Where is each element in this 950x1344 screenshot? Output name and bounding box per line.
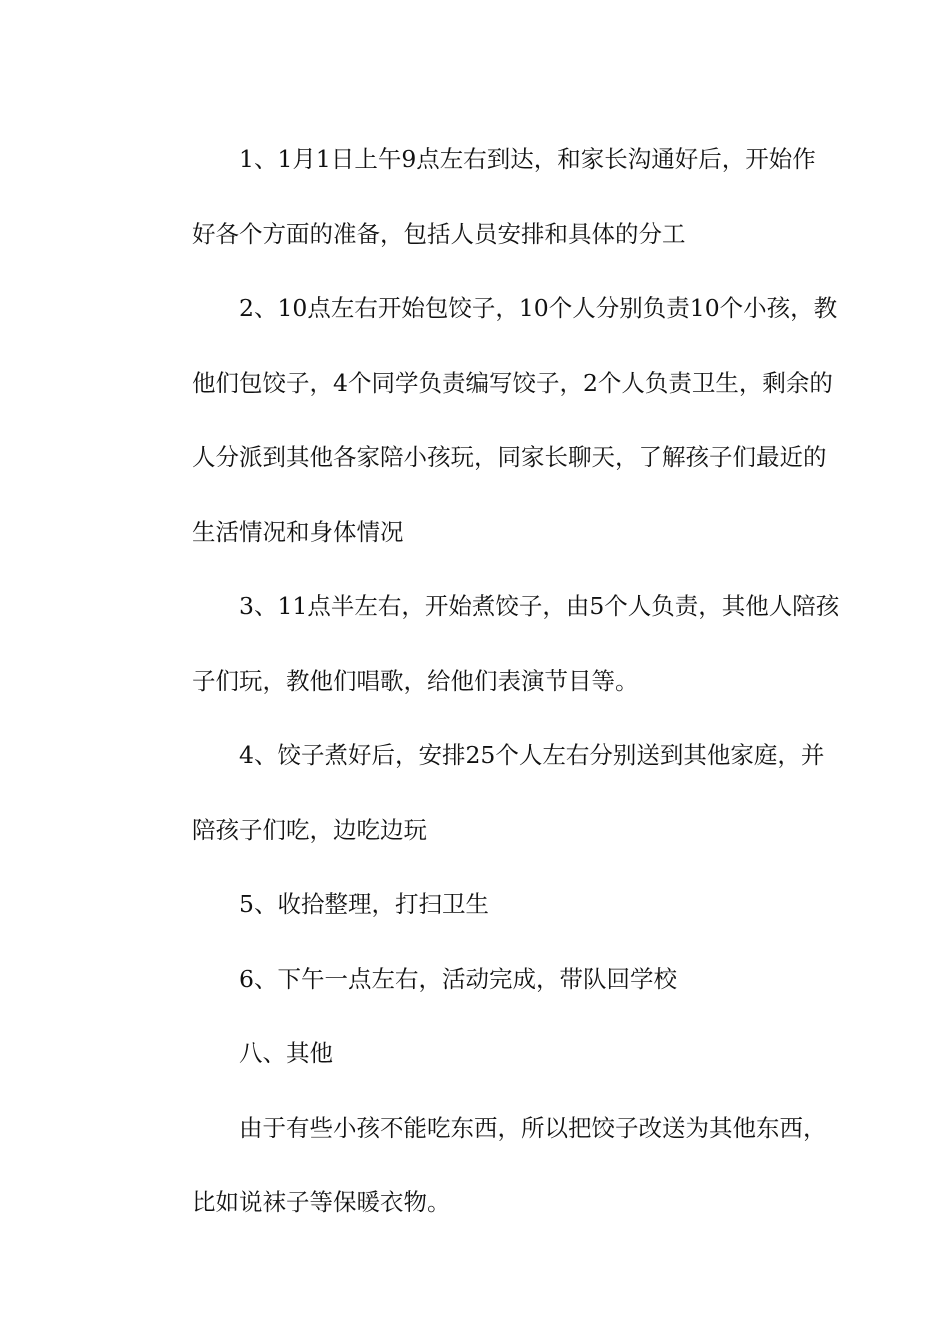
text-line: 子们玩，教他们唱歌，给他们表演节目等。 bbox=[192, 666, 639, 695]
document-body bbox=[145, 122, 840, 1240]
paragraph-step-5 bbox=[145, 867, 810, 942]
paragraph-step-6 bbox=[145, 942, 810, 1017]
text-line: 4、饺子煮好后，安排25个人左右分别送到其他家庭，并 bbox=[239, 741, 825, 769]
text-line: 比如说袜子等保暖衣物。 bbox=[192, 1188, 451, 1216]
paragraph-step-1 bbox=[145, 122, 816, 271]
paragraph-step-3 bbox=[145, 569, 840, 718]
text-line: 人分派到其他各家陪小孩玩，同家长聊天，了解孩子们最近的 bbox=[192, 443, 827, 471]
text-line: 陪孩子们吃，边吃边玩 bbox=[192, 815, 427, 844]
text-line: 八、其他 bbox=[239, 1039, 333, 1067]
text-line: 好各个方面的准备，包括人员安排和具体的分工 bbox=[192, 219, 686, 248]
text-line: 3、11点半左右，开始煮饺子，由5个人负责，其他人陪孩 bbox=[239, 592, 840, 620]
paragraph-step-2 bbox=[145, 271, 838, 569]
text-line: 2、10点左右开始包饺子，10个人分别负责10个小孩，教 bbox=[239, 294, 838, 322]
text-line: 5、收拾整理，打扫卫生 bbox=[239, 890, 489, 918]
paragraph-other-note bbox=[145, 1091, 827, 1240]
text-line: 6、下午一点左右，活动完成，带队回学校 bbox=[239, 964, 677, 993]
paragraph-step-4 bbox=[145, 718, 825, 867]
text-line: 生活情况和身体情况 bbox=[192, 517, 404, 546]
text-line: 由于有些小孩不能吃东西，所以把饺子改送为其他东西， bbox=[239, 1113, 827, 1142]
section-heading-other bbox=[145, 1016, 810, 1091]
text-line: 他们包饺子，4个同学负责编写饺子，2个人负责卫生，剩余的 bbox=[192, 368, 833, 397]
text-line: 1、1月1日上午9点左右到达，和家长沟通好后，开始作 bbox=[239, 145, 816, 173]
